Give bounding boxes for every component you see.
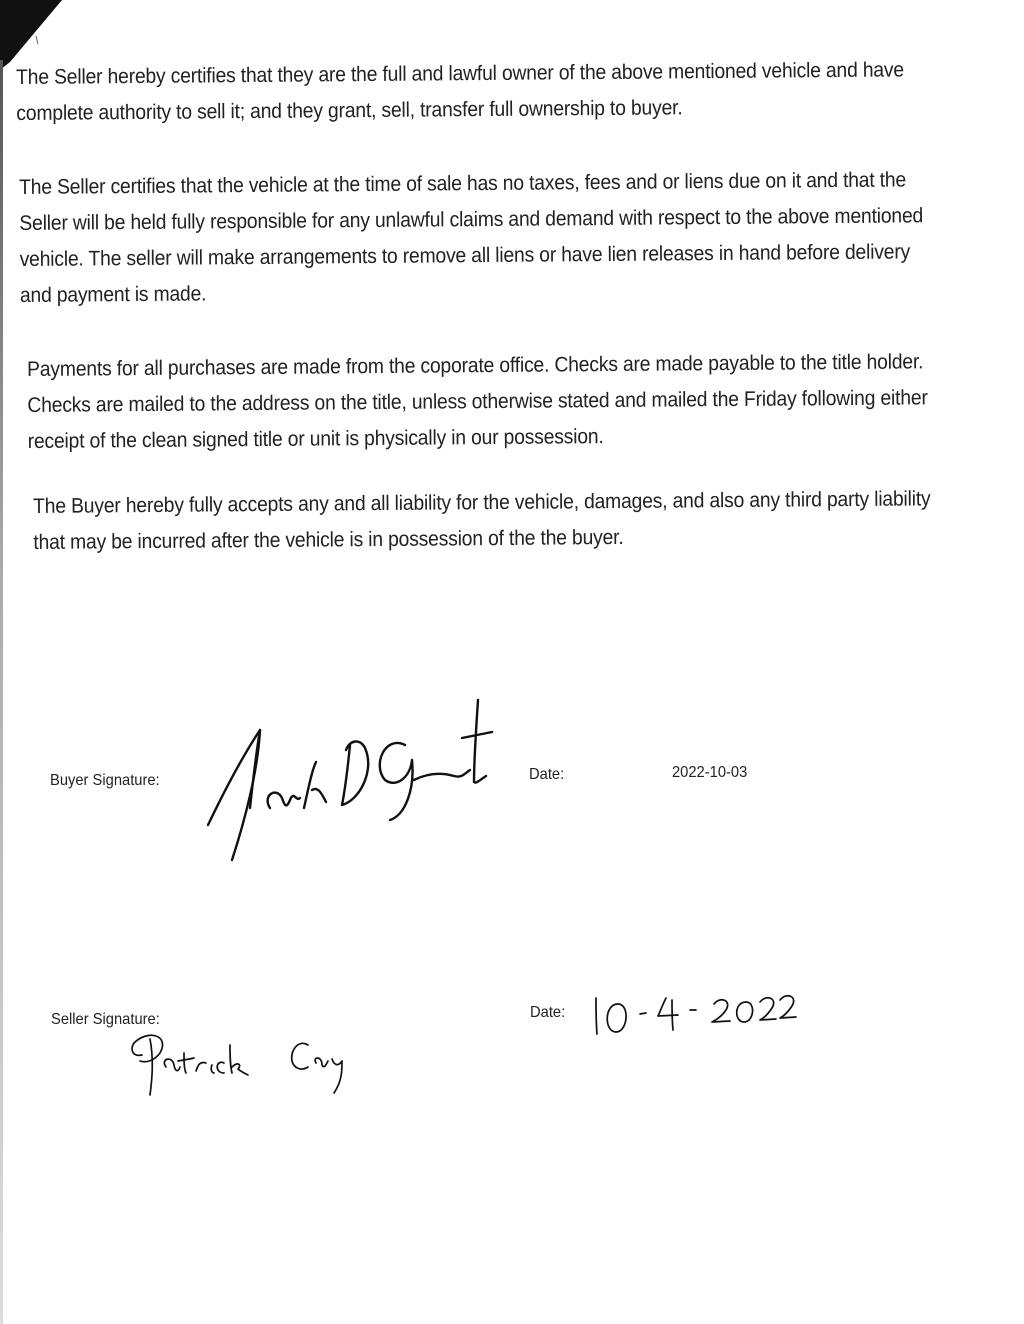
seller-date-handwritten [588, 988, 808, 1044]
paragraph-payments [27, 344, 928, 460]
paragraph-line: The Seller hereby certifies that they are the full and lawful owner of the above mentioned vehicle and have [16, 58, 905, 89]
paragraph-line: The Seller certifies that the vehicle at the time of sale has no taxes, fees and or liens due on it and that the [19, 168, 907, 199]
paragraph-line: The Buyer hereby fully accepts any and all liability for the vehicle, damages, and also any third party liability [33, 487, 931, 518]
scan-left-edge [0, 60, 3, 1324]
paragraph-line: receipt of the clean signed title or unit is physically in our possession. [27, 425, 604, 453]
buyer-signature-image [200, 690, 500, 870]
buyer-date-value: 2022-10-03 [672, 764, 748, 781]
paragraph-line: and payment is made. [19, 282, 207, 307]
paragraph-line: vehicle. The seller will make arrangements to remove all liens or have lien releases in hand before delivery [19, 240, 911, 271]
seller-signature-label: Seller Signature: [51, 1011, 160, 1028]
buyer-date-label: Date: [529, 766, 565, 783]
paragraph-line: that may be incurred after the vehicle is in possession of the the buyer. [33, 525, 624, 554]
seller-signature-image [120, 1025, 360, 1105]
paragraph-line: Seller will be held fully responsible for any unlawful claims and demand with respect to the above mentioned [19, 204, 924, 235]
paragraph-line: Checks are mailed to the address on the title, unless otherwise stated and mailed the Friday following either [27, 386, 928, 417]
paragraph-line: Payments for all purchases are made from the coporate office. Checks are made payable to the title holder. [27, 350, 924, 381]
paragraph-liability [33, 481, 931, 561]
paragraph-line: complete authority to sell it; and they grant, sell, transfer full ownership to buyer. [16, 96, 683, 125]
paragraph-liens [19, 162, 924, 314]
paragraph-ownership [16, 52, 904, 132]
buyer-signature-label: Buyer Signature: [50, 772, 160, 789]
seller-date-label: Date: [530, 1004, 566, 1021]
